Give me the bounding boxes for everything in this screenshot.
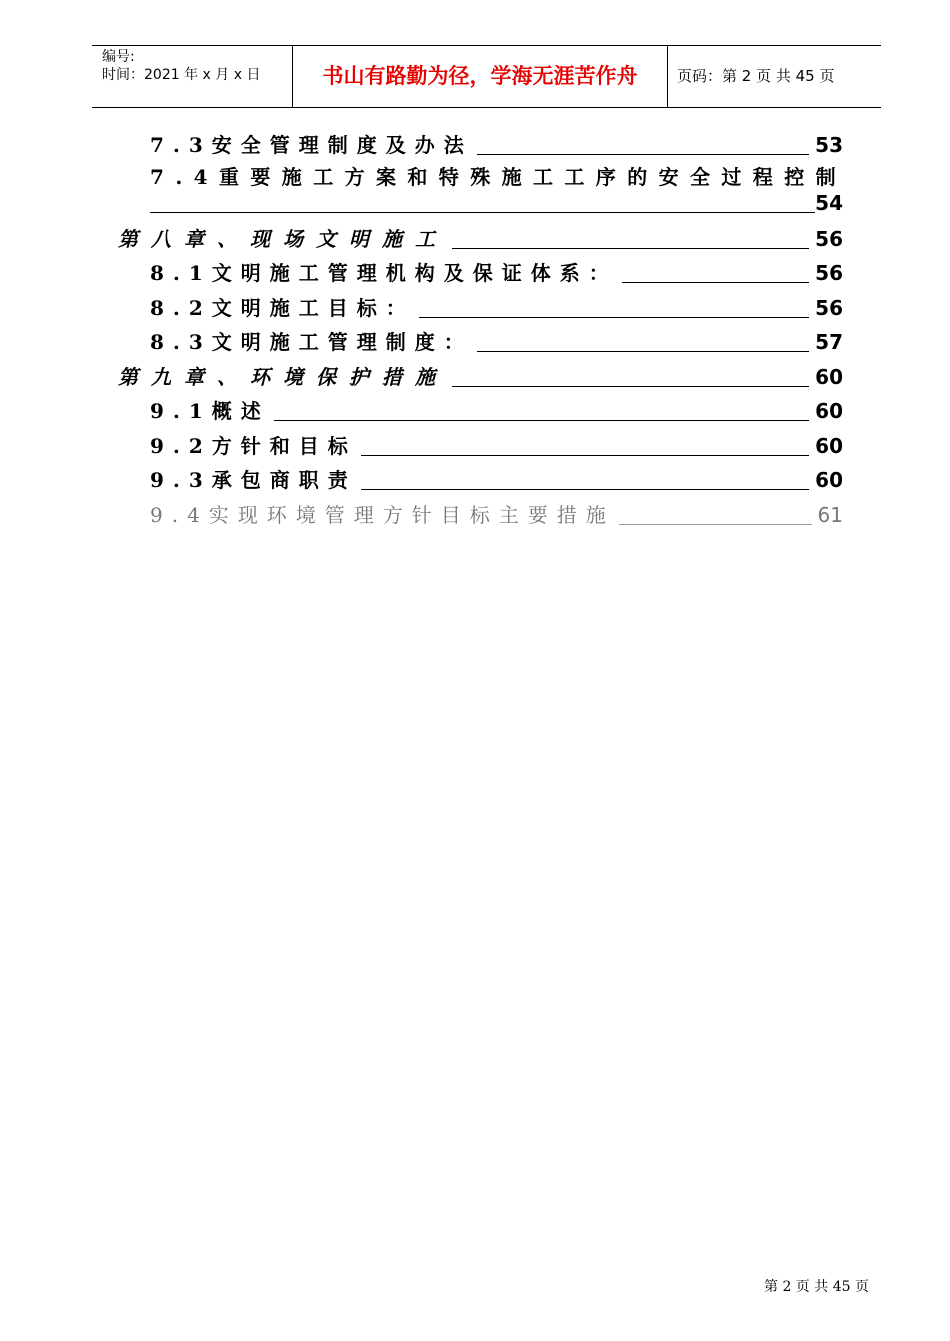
toc-entry[interactable] <box>150 396 843 424</box>
page-header <box>92 45 881 108</box>
toc-entry-page: 56 <box>815 296 843 320</box>
toc-entry[interactable] <box>150 327 843 355</box>
toc-entry[interactable] <box>150 190 843 216</box>
header-meta-cell <box>92 46 292 107</box>
toc-leader-line <box>619 502 812 525</box>
toc-leader-line <box>477 132 809 155</box>
toc-leader-line <box>452 226 809 249</box>
toc-entry-page: 53 <box>815 133 843 157</box>
toc-entry-page: 60 <box>815 434 843 458</box>
toc-entry-page: 56 <box>815 261 843 285</box>
toc-entry-page: 61 <box>817 503 843 527</box>
toc-leader-line <box>419 295 809 318</box>
toc-entry-label: 8.3文明施工管理制度： <box>150 330 473 354</box>
toc-entry-page: 60 <box>815 468 843 492</box>
header-page-cell <box>667 46 881 107</box>
toc-entry-label: 9.1概述 <box>150 399 270 423</box>
toc-entry-page: 54 <box>815 191 843 215</box>
toc-leader-line <box>622 260 809 283</box>
page-footer: 第 2 页 共 45 页 <box>764 1279 869 1295</box>
toc-entry-page: 56 <box>815 227 843 251</box>
toc-chapter-entry[interactable] <box>118 224 843 252</box>
toc-entry-label: 第八章、现场文明施工 <box>118 227 448 251</box>
header-motto-cell <box>292 46 668 107</box>
toc-leader-line <box>477 329 809 352</box>
toc-entry-page: 57 <box>815 330 843 354</box>
toc-entry-label: 9.4实现环境管理方针目标主要措施 <box>150 503 615 527</box>
toc-entry-page: 60 <box>815 399 843 423</box>
toc-entry-label[interactable]: 7.4重要施工方案和特殊施工工序的安全过程控制 <box>150 165 847 189</box>
document-time-label: 时间：2021 年 x 月 x 日 <box>102 67 261 83</box>
toc-entry[interactable] <box>150 500 843 528</box>
toc-entry[interactable] <box>150 465 843 493</box>
toc-entry-label: 8.1文明施工管理机构及保证体系： <box>150 261 618 285</box>
toc-entry[interactable] <box>150 431 843 459</box>
document-number-label: 编号: <box>102 49 135 65</box>
toc-entry[interactable] <box>150 258 843 286</box>
toc-entry[interactable] <box>150 293 843 321</box>
toc-entry-label: 第九章、环境保护措施 <box>118 365 448 389</box>
toc-entry-label: 9.2方针和目标 <box>150 434 357 458</box>
toc-leader-line <box>274 398 809 421</box>
toc-chapter-entry[interactable] <box>118 362 843 390</box>
toc-entry-page: 60 <box>815 365 843 389</box>
toc-leader-line <box>361 433 809 456</box>
toc-entry-label: 7.3安全管理制度及办法 <box>150 133 473 157</box>
header-page-info: 页码：第 2 页 共 45 页 <box>677 67 835 85</box>
toc-leader-line <box>150 192 815 213</box>
toc-leader-line <box>361 467 809 490</box>
toc-leader-line <box>452 364 809 387</box>
toc-entry-label: 8.2文明施工目标： <box>150 296 415 320</box>
toc-entry[interactable] <box>150 130 843 158</box>
header-motto: 书山有路勤为径，学海无涯苦作舟 <box>322 64 638 88</box>
toc-entry-label: 9.3承包商职责 <box>150 468 357 492</box>
